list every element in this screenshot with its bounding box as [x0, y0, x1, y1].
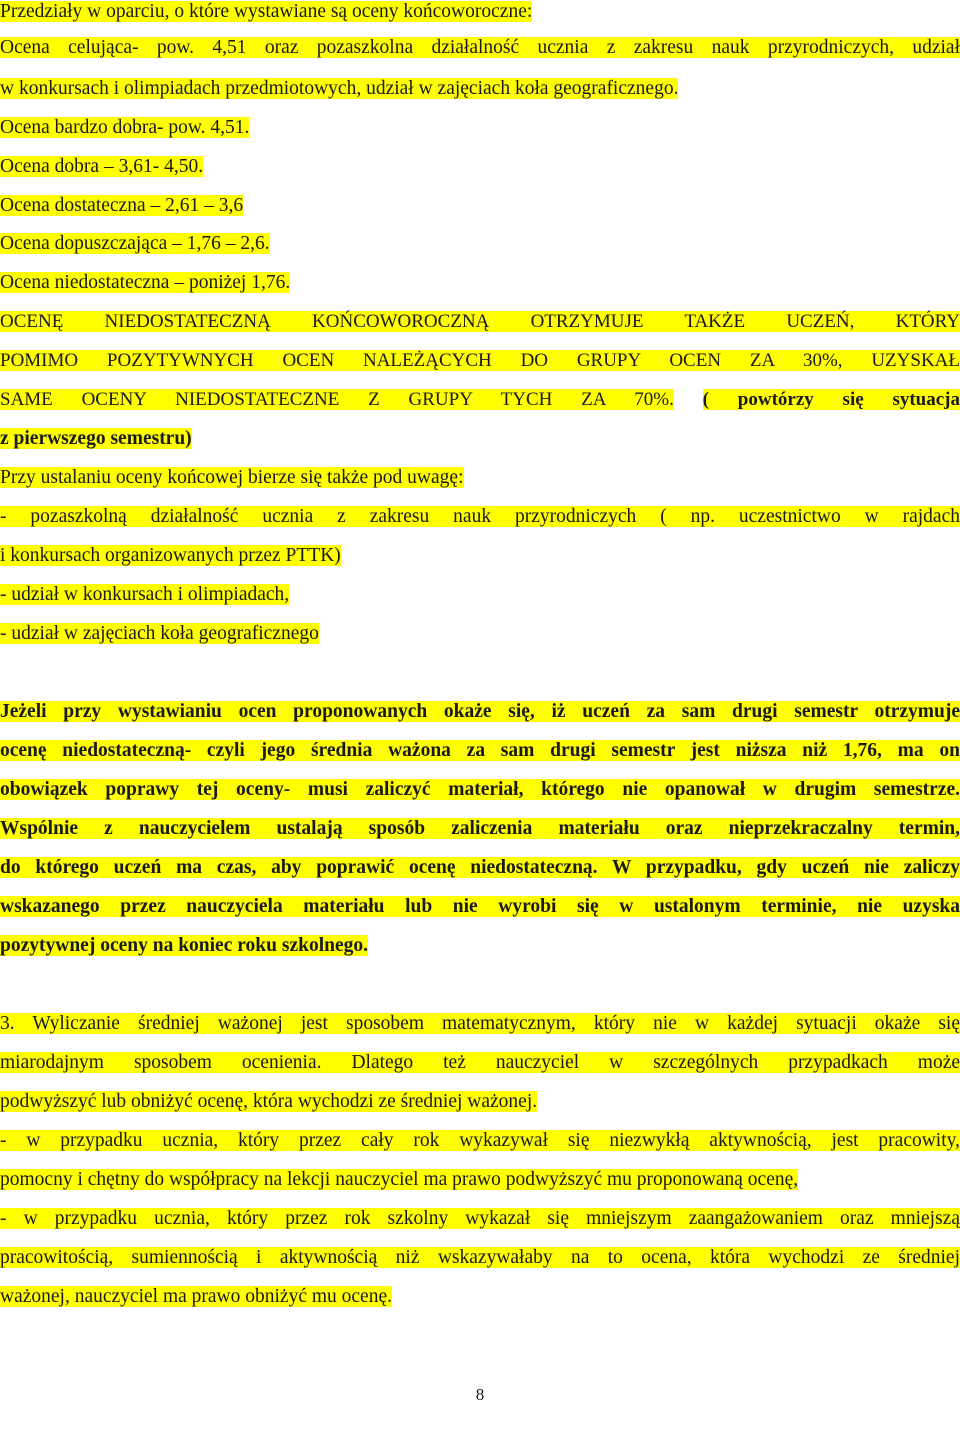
rule-caps-text-3: SAME OCENY NIEDOSTATECZNE Z GRUPY TYCH ZA 70%.	[0, 389, 674, 410]
section-3-line-4	[0, 1129, 960, 1153]
page-number: 8	[475, 1385, 485, 1404]
section-3-text-2: miarodajnym sposobem ocenienia. Dlatego też nauczyciel w szczególnych przypadkach może	[0, 1052, 960, 1073]
second-semester-line-3	[0, 778, 960, 802]
second-semester-line-6	[0, 895, 960, 919]
second-semester-text-4: Wspólnie z nauczycielem ustalają sposób zaliczenia materiału oraz nieprzekraczalny termin,	[0, 818, 960, 839]
grade-excellent-text-2: w konkursach i olimpiadach przedmiotowych, udział w zajęciach koła geograficznego.	[0, 78, 679, 99]
grade-good: Ocena dobra – 3,61- 4,50.	[0, 156, 204, 177]
section-3-text-7: pracowitością, sumiennością i aktywnością niż wskazywałaby na to ocena, która wychodzi ze średniej	[0, 1247, 960, 1268]
grade-good-line	[0, 155, 960, 179]
section-3-line-3	[0, 1090, 960, 1114]
considerations-item-1-text-1: - pozaszkolną działalność ucznia z zakresu nauk przyrodniczych ( np. uczestnictwo w rajdach	[0, 506, 960, 527]
second-semester-line-4	[0, 817, 960, 841]
grade-very-good-line	[0, 116, 960, 140]
section-3-text-6: - w przypadku ucznia, który przez rok szkolny wykazał się mniejszym zaangażowaniem oraz mniejszą	[0, 1208, 960, 1229]
grades-heading: Przedziały w oparciu, o które wystawiane są oceny końcoworoczne:	[0, 1, 533, 22]
section-3-line-2	[0, 1051, 960, 1075]
grade-very-good: Ocena bardzo dobra- pow. 4,51.	[0, 117, 250, 138]
considerations-item-1-line-1	[0, 505, 960, 529]
considerations-item-3: - udział w zajęciach koła geograficznego	[0, 623, 319, 644]
section-3-line-8	[0, 1285, 960, 1309]
section-3-text-5: pomocny i chętny do współpracy na lekcji nauczyciel ma prawo podwyższyć mu proponowaną ocenę,	[0, 1169, 799, 1190]
considerations-item-1-text-2: i konkursach organizowanych przez PTTK)	[0, 545, 341, 566]
rule-caps-line-3	[0, 388, 960, 412]
section-3-text-3: podwyższyć lub obniżyć ocenę, która wychodzi ze średniej ważonej.	[0, 1091, 538, 1112]
section-3-text-8: ważonej, nauczyciel ma prawo obniżyć mu ocenę.	[0, 1286, 392, 1307]
section-3-line-6	[0, 1207, 960, 1231]
grade-satisfactory-line	[0, 194, 960, 218]
rule-caps-text-3-tail: ( powtórzy się sytuacja	[702, 389, 960, 410]
section-3-line-5	[0, 1168, 960, 1192]
second-semester-text-2: ocenę niedostateczną- czyli jego średnia ważona za sam drugi semestr jest niższa niż 1,76, ma on	[0, 740, 960, 761]
second-semester-line-1	[0, 700, 960, 724]
rule-caps-line-2	[0, 349, 960, 373]
grades-heading-line	[0, 0, 960, 24]
considerations-item-1-line-2	[0, 544, 960, 568]
rule-caps-text-2: POMIMO POZYTYWNYCH OCEN NALEŻĄCYCH DO GRUPY OCEN ZA 30%, UZYSKAŁ	[0, 350, 960, 371]
grade-insufficient: Ocena niedostateczna – poniżej 1,76.	[0, 272, 291, 293]
grade-excellent-text-1: Ocena celująca- pow. 4,51 oraz pozaszkolna działalność ucznia z zakresu nauk przyrodniczych, udział	[0, 37, 960, 58]
section-3-text-4: - w przypadku ucznia, który przez cały rok wykazywał się niezwykłą aktywnością, jest pracowity,	[0, 1130, 960, 1151]
second-semester-text-5: do którego uczeń ma czas, aby poprawić ocenę niedostateczną. W przypadku, gdy uczeń nie zaliczy	[0, 857, 960, 878]
considerations-intro-line	[0, 466, 960, 490]
second-semester-text-7: pozytywnej oceny na koniec roku szkolnego.	[0, 935, 368, 956]
second-semester-text-6: wskazanego przez nauczyciela materiału lub nie wyrobi się w ustalonym terminie, nie uzyska	[0, 896, 960, 917]
second-semester-line-7	[0, 934, 960, 958]
grade-sufficient: Ocena dopuszczająca – 1,76 – 2,6.	[0, 233, 270, 254]
section-3-text-1: 3. Wyliczanie średniej ważonej jest sposobem matematycznym, który nie w każdej sytuacji okaże się	[0, 1013, 960, 1034]
grade-excellent-line-2	[0, 77, 960, 101]
considerations-intro: Przy ustalaniu oceny końcowej bierze się także pod uwagę:	[0, 467, 464, 488]
considerations-item-3-line	[0, 622, 960, 646]
rule-caps-line-1	[0, 310, 960, 334]
rule-caps-line-4	[0, 427, 960, 451]
grade-satisfactory: Ocena dostateczna – 2,61 – 3,6	[0, 195, 244, 216]
second-semester-text-1: Jeżeli przy wystawianiu ocen proponowanych okaże się, iż uczeń za sam drugi semestr otrzymuje	[0, 701, 960, 722]
rule-caps-text-4: z pierwszego semestru)	[0, 428, 192, 449]
section-3-line-1	[0, 1012, 960, 1036]
section-3-line-7	[0, 1246, 960, 1270]
grade-sufficient-line	[0, 232, 960, 256]
second-semester-line-2	[0, 739, 960, 763]
second-semester-text-3: obowiązek poprawy tej oceny- musi zaliczyć materiał, którego nie opanował w drugim semestrze.	[0, 779, 960, 800]
rule-caps-text-1: OCENĘ NIEDOSTATECZNĄ KOŃCOWOROCZNĄ OTRZYMUJE TAKŻE UCZEŃ, KTÓRY	[0, 311, 960, 332]
grade-excellent-line-1	[0, 36, 960, 60]
grade-insufficient-line	[0, 271, 960, 295]
second-semester-line-5	[0, 856, 960, 880]
considerations-item-2: - udział w konkursach i olimpiadach,	[0, 584, 290, 605]
considerations-item-2-line	[0, 583, 960, 607]
